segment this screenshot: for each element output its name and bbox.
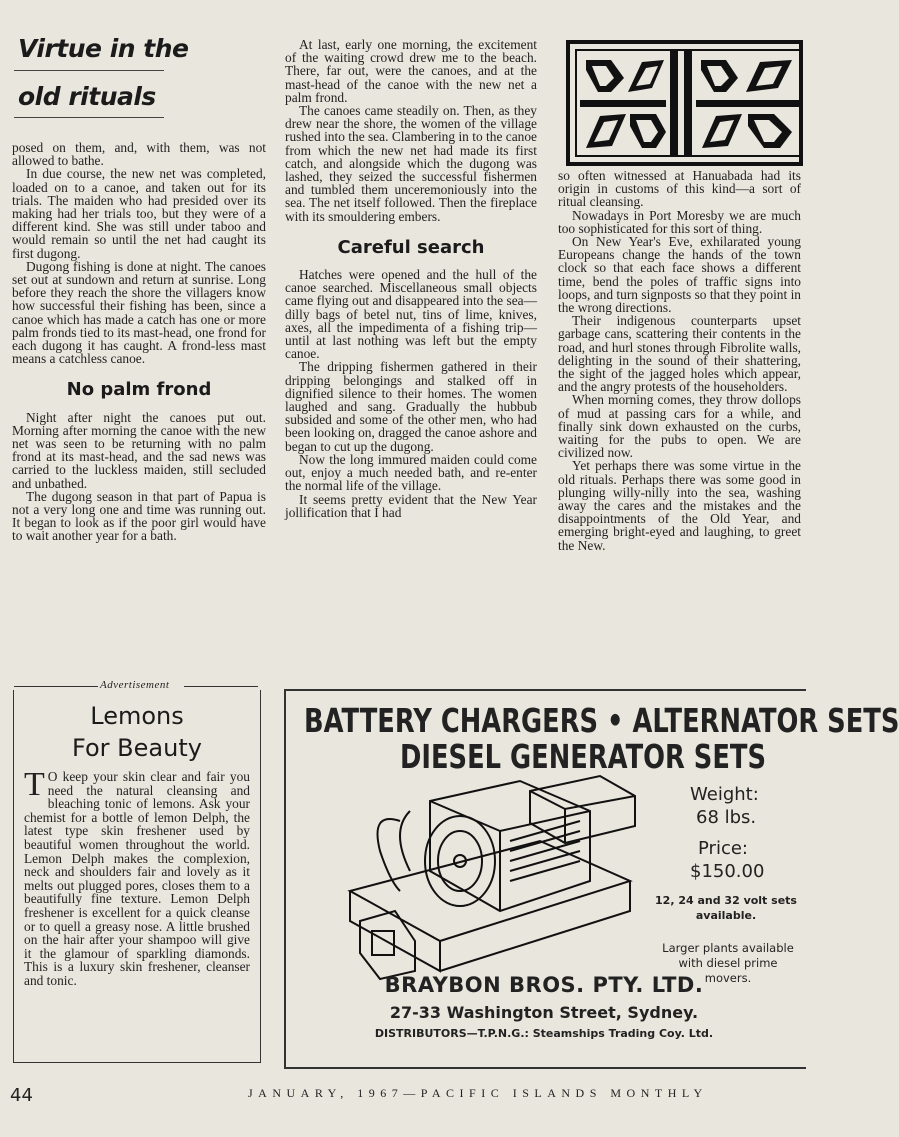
lemon-ad-body <box>24 766 250 1060</box>
col2b-para-1: Hatches were opened and the hull of the canoe searched. Miscellaneous small objects came flying out and disappeared into the sea—dilly bags of betel nut, tins of lime, knives, axes, all the impedimenta of a fishing trip—until at last nothing was left but the empty canoe. <box>285 267 537 362</box>
lemon-ad-title-1: Lemons <box>90 702 184 730</box>
battery-ad-box <box>284 689 899 1069</box>
col1b-para-2: The dugong season in that part of Papua is not a very long one and time was running out. It began to look as if the poor girl would have to wait another year for a bath. <box>12 488 266 544</box>
headline-line2: old rituals <box>18 82 156 111</box>
lemon-ad-box <box>13 690 261 1063</box>
article-column-1 <box>12 141 266 691</box>
col3-para-5: When morning comes, they throw dollops of mud at passing cars for a while, and finally sink down exhausted on the curbs, waiting for the pubs to open. We are civilized now. <box>558 392 801 461</box>
ad-tag-rule-left <box>14 686 98 687</box>
col3-para-4: Their indigenous counterparts upset garbage cans, scattering their contents in the road, and hurl stones through Fibrolite walls, delighting in the sound of their shattering, the sight of the jagged holes which appear, and the angry protests of the householders. <box>558 313 801 395</box>
distributors-text: DISTRIBUTORS—T.P.N.G.: Steamships Trading Coy. Ltd. <box>374 1027 714 1040</box>
price-value: $150.00 <box>690 861 765 882</box>
col2b-para-4: It seems pretty evident that the New Year jollification that I had <box>285 491 537 520</box>
company-name: BRAYBON BROS. PTY. LTD. <box>384 973 704 997</box>
col2b-para-3: Now the long immured maiden could come out, enjoy a much needed bath, and re-enter the normal life of the village. <box>285 451 537 494</box>
col2-para-2: The canoes came steadily on. Then, as they drew near the shore, the women of the village rushed into the sea. Clambering in to the canoe from which the new net had made its first catch, and alongside which the dugong was lashed, they seized the successful fishermen and tumbled them unceremoniously into the sea. The net itself followed. Then the fireplace with its smouldering embers. <box>285 103 537 224</box>
page-number: 44 <box>10 1085 33 1106</box>
col3-para-3: On New Year's Eve, exhilarated young Europeans change the hands of the town clock so that each face shows a different time, bend the poles of traffic signs into loops, and turn signposts so that they point in the wrong directions. <box>558 234 801 316</box>
volts-text: 12, 24 and 32 volt sets available. <box>655 894 797 922</box>
page-footer <box>0 1080 801 1110</box>
company-address: 27-33 Washington Street, Sydney. <box>389 1003 699 1022</box>
lemon-ad-title-2: For Beauty <box>72 734 202 762</box>
col1-para-3: Dugong fishing is done at night. The canoes set out at sundown and return at sunrise. Long before they reach the shore the villagers know how successful their fishing has been, since a canoe which has made a catch has one or more palm fronds tied to its mast-head, one frond for each dugong it has caught. A frond-less mast means a catchless canoe. <box>12 258 266 367</box>
lemon-ad-text: O keep your skin clear and fair you need the natural cleansing and bleaching tonic of lemons. Ask your chemist for a bottle of lemon Delph, the latest type skin freshener used by beautiful women throughout the world. Lemon Delph makes the complexion, neck and shoulders fair and lovely as it melts out plugged pores, closes them to a beautifully fine texture. Lemon Delph freshener is excellent for a quick cleanse or to quell a greasy nose. A little brushed on the hair after your shampoo will give it the glamour of sparkling diamonds. This is a luxury skin freshener, cleanser and tonic. <box>24 769 250 988</box>
generator-illustration-icon <box>340 771 640 981</box>
larger-plants-text: Larger plants available with diesel prime movers. <box>662 941 794 985</box>
headline-rule-1 <box>14 70 164 71</box>
col1-para-2: In due course, the new net was completed, loaded on to a canoe, and taken out for its trials. The maiden who had presided over its making had her trials too, but they were of a different kind. She was still under taboo and would remain so until the net had caught its first dugong. <box>12 166 266 261</box>
price-label: Price: <box>698 838 748 859</box>
battery-ad-headline-2: DIESEL GENERATOR SETS <box>400 737 767 776</box>
article-column-2 <box>285 38 537 670</box>
weight-label: Weight: <box>690 784 759 805</box>
running-head: JANUARY, 1967—PACIFIC ISLANDS MONTHLY <box>248 1086 708 1100</box>
subhead-careful-search: Careful search <box>337 236 485 258</box>
col1b-para-1: Night after night the canoes put out. Morning after morning the canoe with the new net was seen to be returning with no palm frond at its mast-head, and the sad news was carried to the luckless maiden, still secluded and unbathed. <box>12 409 266 491</box>
advertisement-tag: Advertisement <box>100 679 170 691</box>
col3-para-1: so often witnessed at Hanuabada had its origin in customs of this kind—a sort of ritual cleansing. <box>558 168 801 210</box>
decorative-pattern-panel <box>566 40 801 166</box>
col1-para-1: posed on them, and, with them, was not allowed to bathe. <box>12 140 266 169</box>
article-column-3 <box>558 169 801 671</box>
weight-value: 68 lbs. <box>696 807 757 828</box>
lemon-ad-dropcap: T <box>24 766 45 803</box>
headline-rule-2 <box>14 117 164 118</box>
col3-para-6: Yet perhaps there was some virtue in the old rituals. Perhaps there was some good in plunging willy-nilly into the sea, washing away the cares and the mistakes and the disappointments of the Old Year, and emerging bright-eyed and laughing, to greet the New. <box>558 458 801 553</box>
battery-ad-headline-1: BATTERY CHARGERS • ALTERNATOR SETS <box>304 701 899 740</box>
headline-line1: Virtue in the <box>18 34 189 63</box>
tribal-pattern-icon <box>566 40 801 166</box>
col3-para-2: Nowadays in Port Moresby we are much too sophisticated for this sort of thing. <box>558 207 801 236</box>
col2b-para-2: The dripping fishermen gathered in their dripping belongings and stalked off in dignified silence to their homes. The women laughed and sang. Gradually the hubbub subsided and some of the other men, who had been looking on, dragged the canoe ashore and began to cut up the dugong. <box>285 359 537 454</box>
col2-para-1: At last, early one morning, the excitement of the waiting crowd drew me to the beach. There, far out, were the canoes, and at the mast-head of the canoe with the new net a palm frond. <box>285 37 537 105</box>
ad-tag-rule-right <box>184 686 258 687</box>
subhead-no-palm-frond: No palm frond <box>66 379 212 401</box>
